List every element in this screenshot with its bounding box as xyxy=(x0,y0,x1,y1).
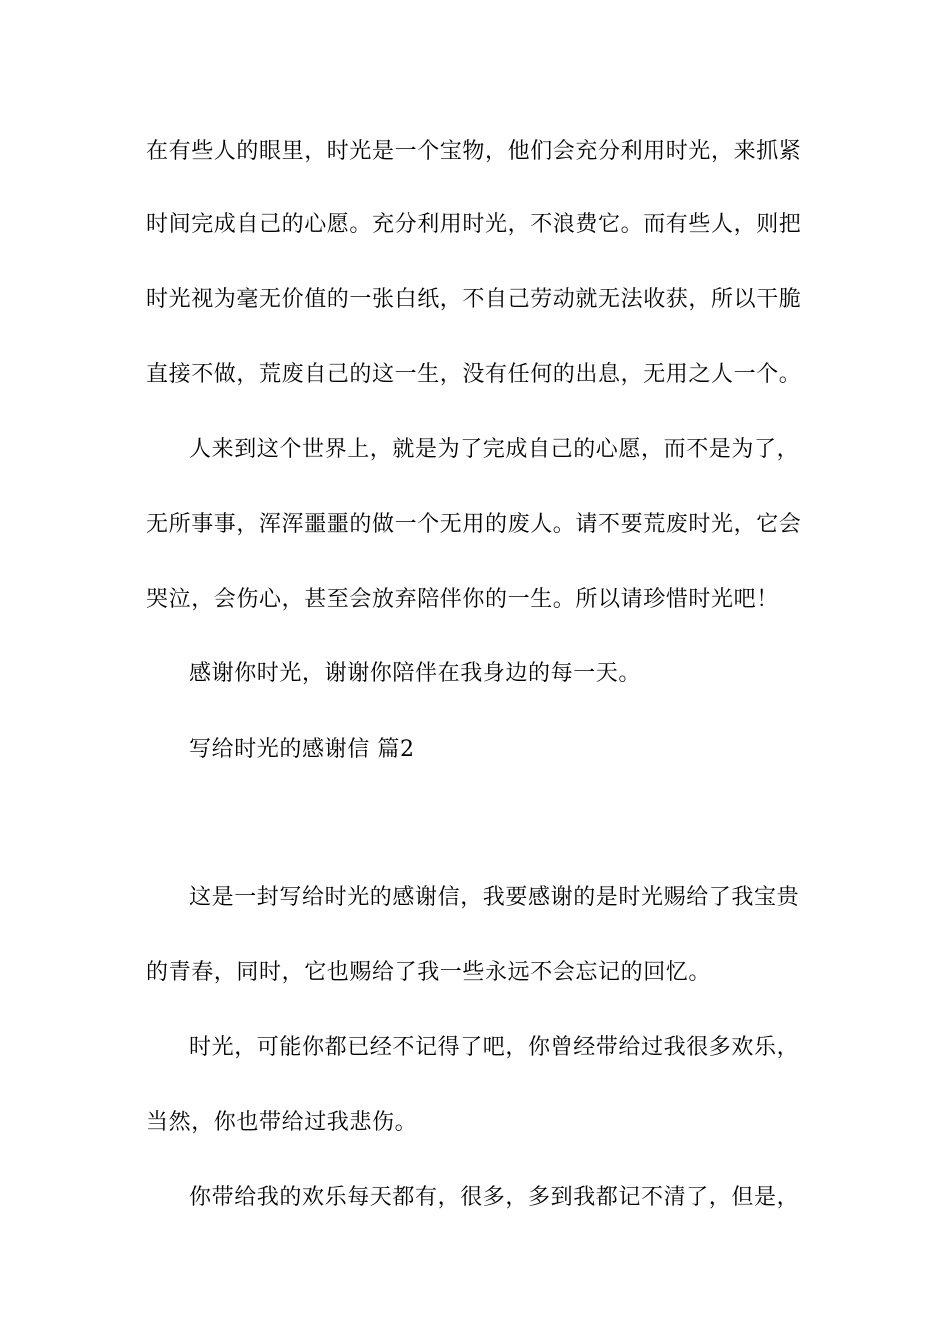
paragraph-2-line-1: 人来到这个世界上，就是为了完成自己的心愿，而不是为了， xyxy=(189,437,800,462)
paragraph-5-line-2: 当然，你也带给过我悲伤。 xyxy=(146,1110,418,1135)
paragraph-1-line-4: 直接不做，荒废自己的这一生，没有任何的出息，无用之人一个。 xyxy=(146,362,802,387)
paragraph-1-line-1: 在有些人的眼里，时光是一个宝物，他们会充分利用时光，来抓紧 xyxy=(146,139,802,164)
paragraph-3-line-1: 感谢你时光，谢谢你陪伴在我身边的每一天。 xyxy=(189,661,642,686)
paragraph-5-line-1: 时光，可能你都已经不记得了吧，你曾经带给过我很多欢乐， xyxy=(189,1035,800,1060)
paragraph-1-line-3: 时光视为毫无价值的一张白纸，不自己劳动就无法收获，所以干脆 xyxy=(146,287,802,312)
paragraph-6-line-1: 你带给我的欢乐每天都有，很多，多到我都记不清了，但是， xyxy=(189,1185,800,1210)
paragraph-2-line-3: 哭泣，会伤心，甚至会放弃陪伴你的一生。所以请珍惜时光吧！ xyxy=(146,587,779,612)
paragraph-4-line-2: 的青春，同时，它也赐给了我一些永远不会忘记的回忆。 xyxy=(146,960,712,985)
paragraph-1-line-2: 时间完成自己的心愿。充分利用时光，不浪费它。而有些人，则把 xyxy=(146,212,802,237)
paragraph-4-line-1: 这是一封写给时光的感谢信，我要感谢的是时光赐给了我宝贵 xyxy=(189,885,800,910)
paragraph-2-line-2: 无所事事，浑浑噩噩的做一个无用的废人。请不要荒废时光，它会 xyxy=(146,512,802,537)
section-heading: 写给时光的感谢信 篇2 xyxy=(189,737,415,762)
